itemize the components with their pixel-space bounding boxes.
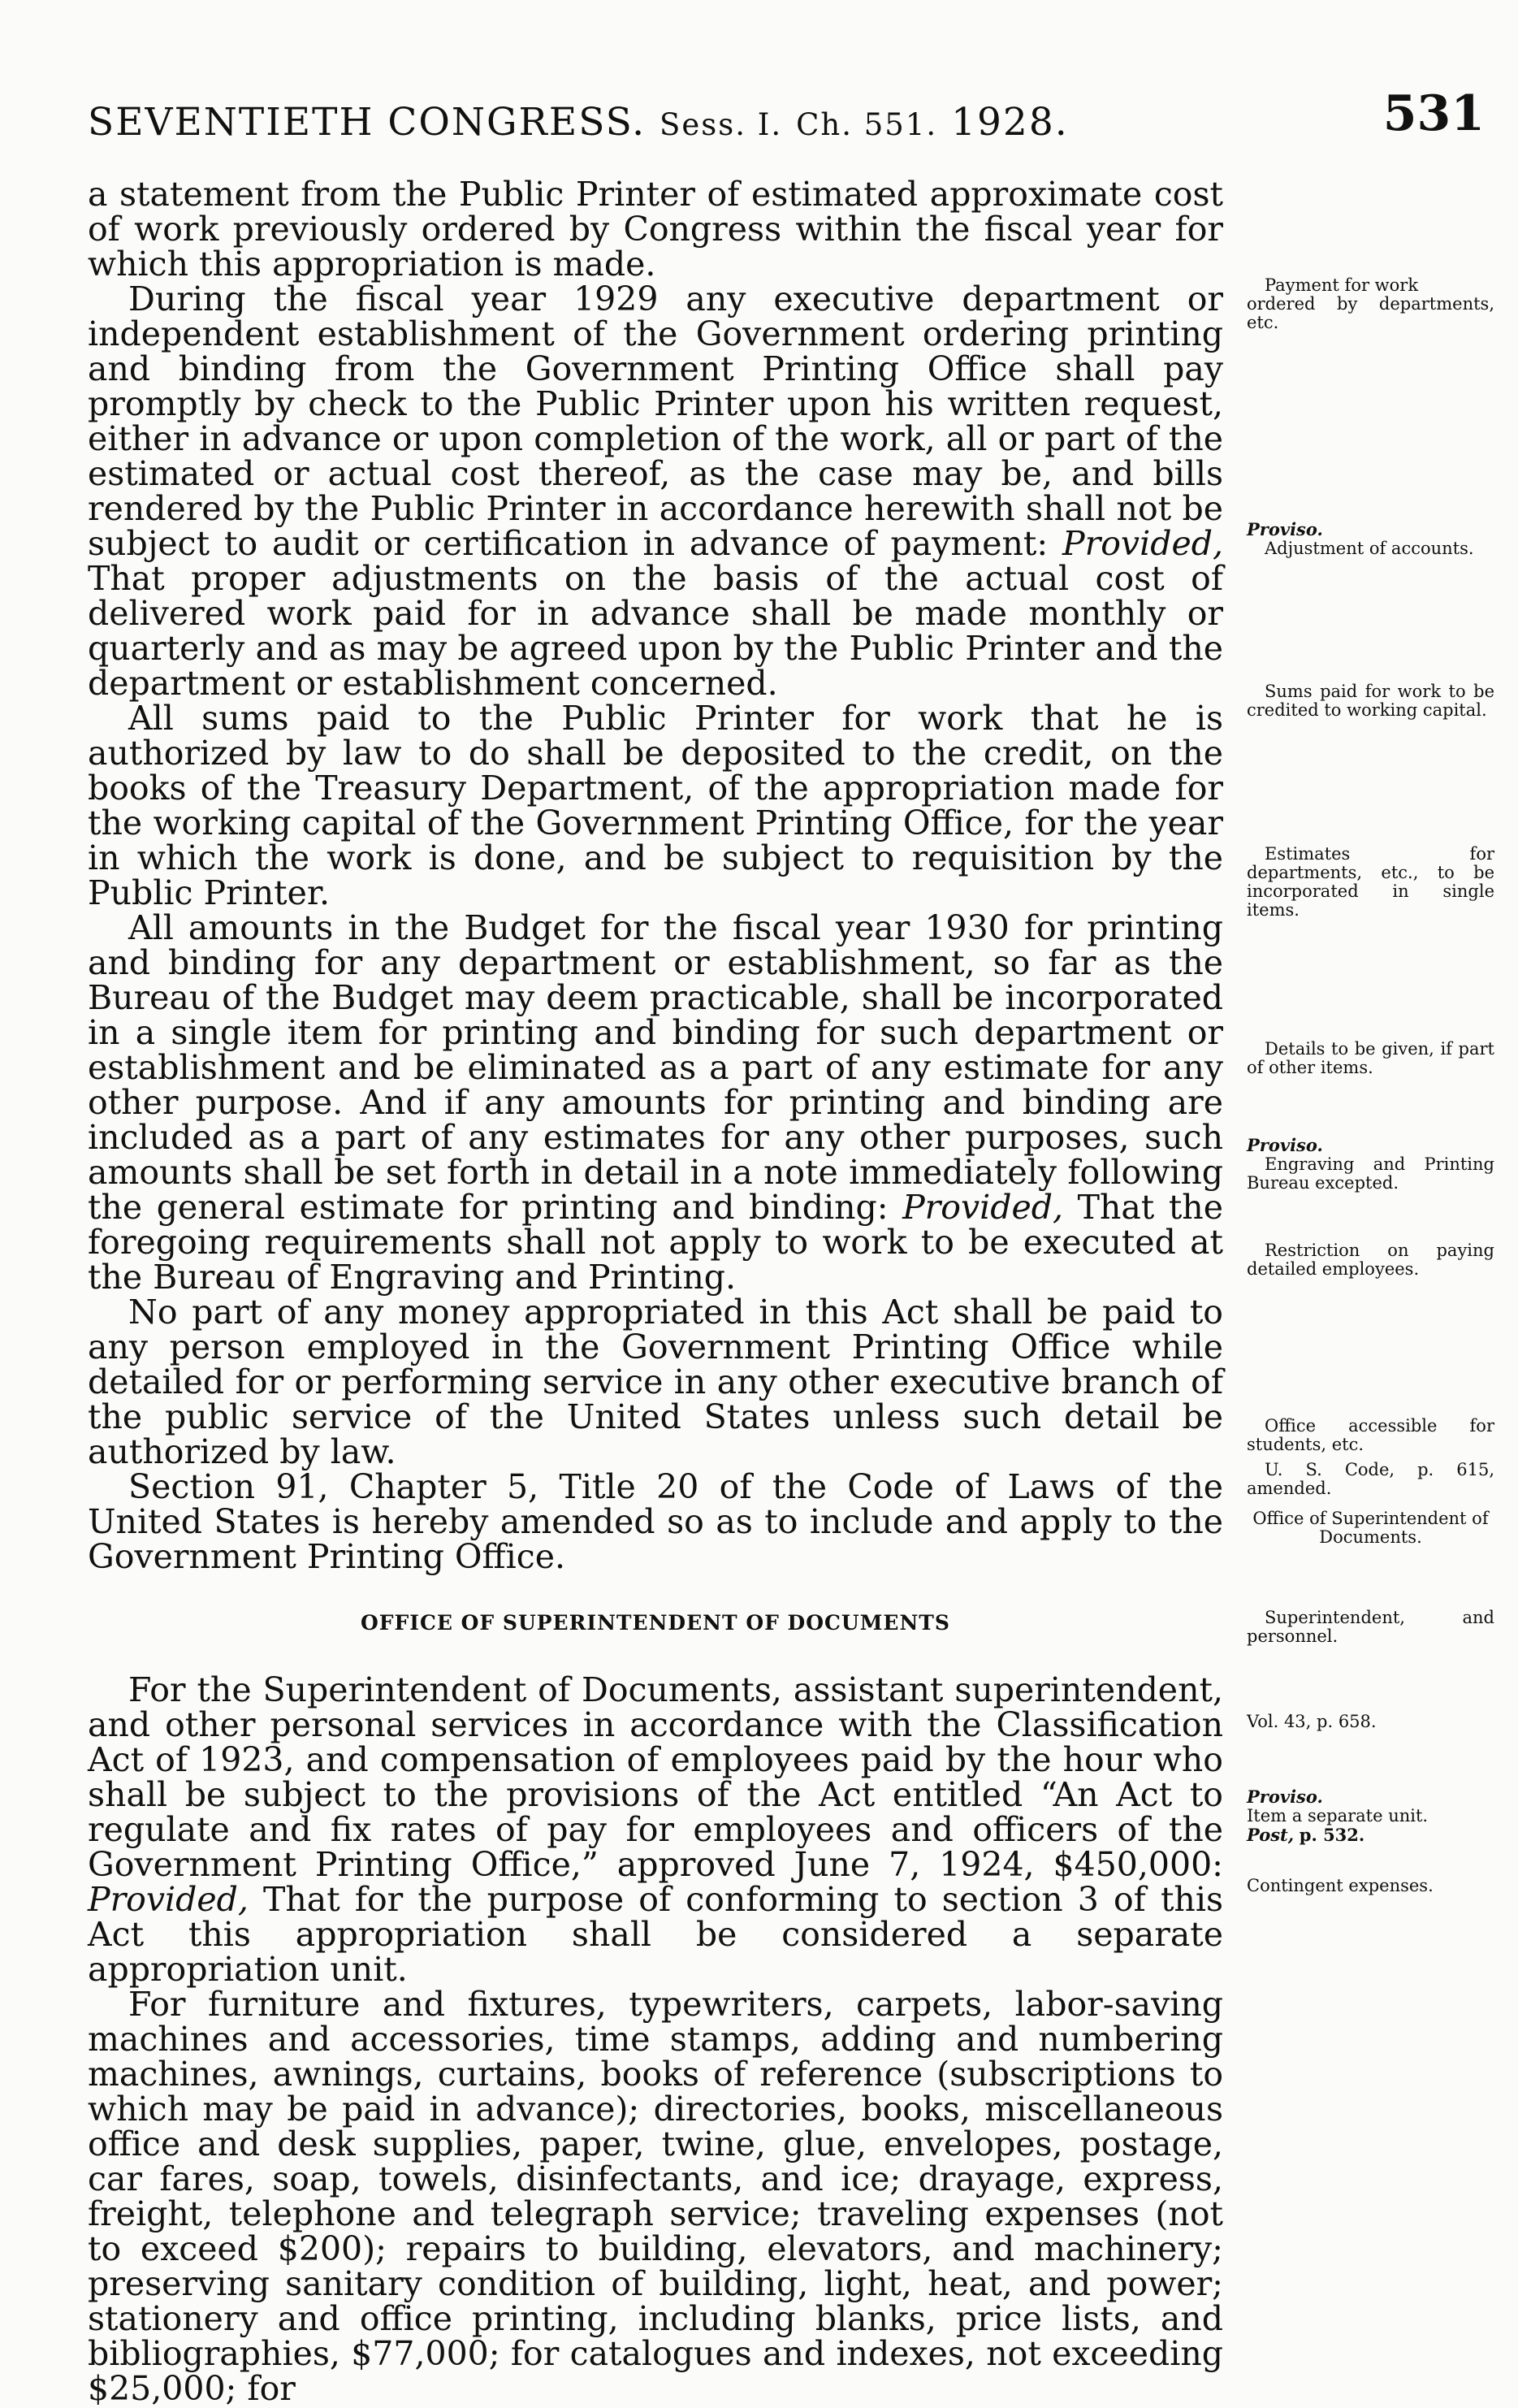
note-line: Superintendent, and personnel. (1247, 1608, 1494, 1646)
page-number: 531 (1382, 85, 1485, 142)
running-head (88, 100, 1069, 145)
main-text (88, 177, 1223, 2406)
margin-note-sums (1247, 682, 1494, 720)
paragraph-text: That for the purpose of conforming to section 3 of this Act this appropriation shall be considered a separate appropriation unit. (88, 1880, 1223, 1989)
chapter-label: Ch. 551. (796, 107, 938, 142)
post-page: p. 532. (1299, 1825, 1365, 1845)
provided-term: Provided, (1062, 524, 1223, 563)
note-line: Office accessible for students, etc. (1247, 1416, 1494, 1454)
margin-note-office-access (1247, 1417, 1494, 1454)
paragraph-contingent: For furniture and fixtures, typewriters, carpets, labor-saving machines and accessories, time stamps, adding and numbering machines, awnings, curtains, books of reference (subscriptions to which may be paid in advance); directories, books, miscellaneous office and desk supplies, paper, twine, glue, envelopes, postage, car fares, soap, towels, disinfectants, and ice; drayage, express, freight, telephone and telegraph service; traveling expenses (not to exceed $200); repairs to building, elevators, and machinery; preserving sanitary condition of building, light, heat, and power; stationery and office printing, including blanks, price lists, and bibliographies, $77,000; for catalogues and indexes, not exceeding $25,000; for (88, 1985, 1223, 2408)
provided-term: Provided, (902, 1188, 1064, 1227)
note-line: Payment for work (1265, 275, 1419, 295)
margin-note-details (1247, 1040, 1494, 1077)
margin-note-item-separate (1247, 1787, 1494, 1845)
note-line: U. S. Code, p. 615, amended. (1247, 1460, 1494, 1498)
margin-note-restriction (1247, 1241, 1494, 1279)
margin-note-vol (1247, 1713, 1494, 1731)
paragraph-text: During the fiscal year 1929 any executive department or independent establishment of the Government ordering printing and binding from the Government Printing Office shall pay promptly by check to the Public Printer upon his written request, either in advance or upon completion of the work, all or part of the estimated or actual cost thereof, as the case may be, and bills rendered by the Public Printer in accordance herewith shall not be subject to audit or certification in advance of payment: (88, 279, 1223, 563)
note-line (1247, 1825, 1494, 1845)
margin-note-payment (1247, 276, 1494, 332)
note-line: Estimates for departments, etc., to be incorporated in single items. (1247, 844, 1494, 920)
congress-title: SEVENTIETH CONGRESS. (88, 100, 647, 145)
post-label: Post, (1247, 1825, 1295, 1845)
proviso-label: Proviso. (1247, 519, 1323, 539)
proviso-label: Proviso. (1247, 1135, 1323, 1155)
note-line: Contingent expenses. (1247, 1876, 1434, 1895)
paragraph-restriction: No part of any money appropriated in this Act shall be paid to any person employed in the Government Printing Office while detailed for or performing service in any other executive branch of the public service of the United States unless such detail be authorized by law. (88, 1293, 1223, 1471)
margin-note-contingent (1247, 1877, 1494, 1895)
margin-note-superintendent (1247, 1609, 1494, 1646)
paragraph-text: For the Superintendent of Documents, assistant superintendent, and other personal services in accordance with the Classification Act of 1923, and compensation of employees paid by the hour who shall be subject to the provisions of the Act entitled “An Act to regulate and fix rates of pay for employees and officers of the Government Printing Office,” approved June 7, 1924, $450,000: (88, 1670, 1223, 1884)
margin-note-office-superintendent (1247, 1509, 1494, 1547)
paragraph-text: All amounts in the Budget for the fiscal year 1930 for printing and binding for any department or establishment, so far as the Bureau of the Budget may deem practicable, shall be incorporated in a single item for printing and binding for such department or establishment and be eliminated as a part of any estimate for any other purpose. And if any amounts for printing and binding are included as a part of any estimates for any other purposes, such amounts shall be set forth in detail in a note immediately following the general estimate for printing and binding: (88, 908, 1223, 1227)
margin-note-us-code (1247, 1461, 1494, 1498)
page-header (88, 85, 1485, 150)
paragraph-section-91: Section 91, Chapter 5, Title 20 of the Code of Laws of the United States is hereby amended so as to include and apply to the Government Printing Office. (88, 1467, 1223, 1576)
note-line: Engraving and Printing Bureau excepted. (1247, 1154, 1494, 1193)
paragraph-text: That proper adjustments on the basis of the actual cost of delivered work paid for in advance shall be made monthly or quarterly and as may be agreed upon by the Public Printer and the department or establishment concerned. (88, 559, 1223, 703)
provided-term: Provided, (88, 1880, 249, 1919)
margin-note-proviso (1247, 520, 1494, 558)
paragraph-budget (88, 908, 1223, 1297)
paragraph-text: That the foregoing requirements shall not apply to work to be executed at the Bureau of Engraving and Printing. (88, 1188, 1223, 1297)
paragraph: a statement from the Public Printer of estimated approximate cost of work previously ordered by Congress within the fiscal year for which this appropriation is made. (88, 175, 1223, 284)
paragraph-sums: All sums paid to the Public Printer for work that he is authorized by law to do shall be deposited to the credit, on the books of the Treasury Department, of the appropriation made for the working capital of the Government Printing Office, for the year in which the work is done, and be subject to requisition by the Public Printer. (88, 699, 1223, 912)
section-heading: OFFICE OF SUPERINTENDENT OF DOCUMENTS (361, 1611, 950, 1635)
margin-note-estimates (1247, 845, 1494, 920)
note-line: Vol. 43, p. 658. (1247, 1712, 1377, 1731)
note-line: ordered by departments, etc. (1247, 294, 1494, 332)
note-line: Adjustment of accounts. (1265, 539, 1474, 558)
proviso-label: Proviso. (1247, 1787, 1323, 1807)
note-line: Restriction on paying detailed employees. (1247, 1241, 1494, 1279)
note-line: Sums paid for work to be credited to working capital. (1247, 682, 1494, 720)
note-line: Item a separate unit. (1247, 1806, 1429, 1825)
paragraph-superintendent (88, 1670, 1223, 1989)
session-label: Sess. I. (660, 107, 783, 142)
paragraph-payment (88, 279, 1223, 703)
note-line: Office of Superintendent of Documents. (1252, 1509, 1489, 1547)
year-label: 1928. (951, 100, 1069, 145)
note-line: Details to be given, if part of other items. (1247, 1039, 1494, 1077)
margin-note-engraving (1247, 1136, 1494, 1193)
